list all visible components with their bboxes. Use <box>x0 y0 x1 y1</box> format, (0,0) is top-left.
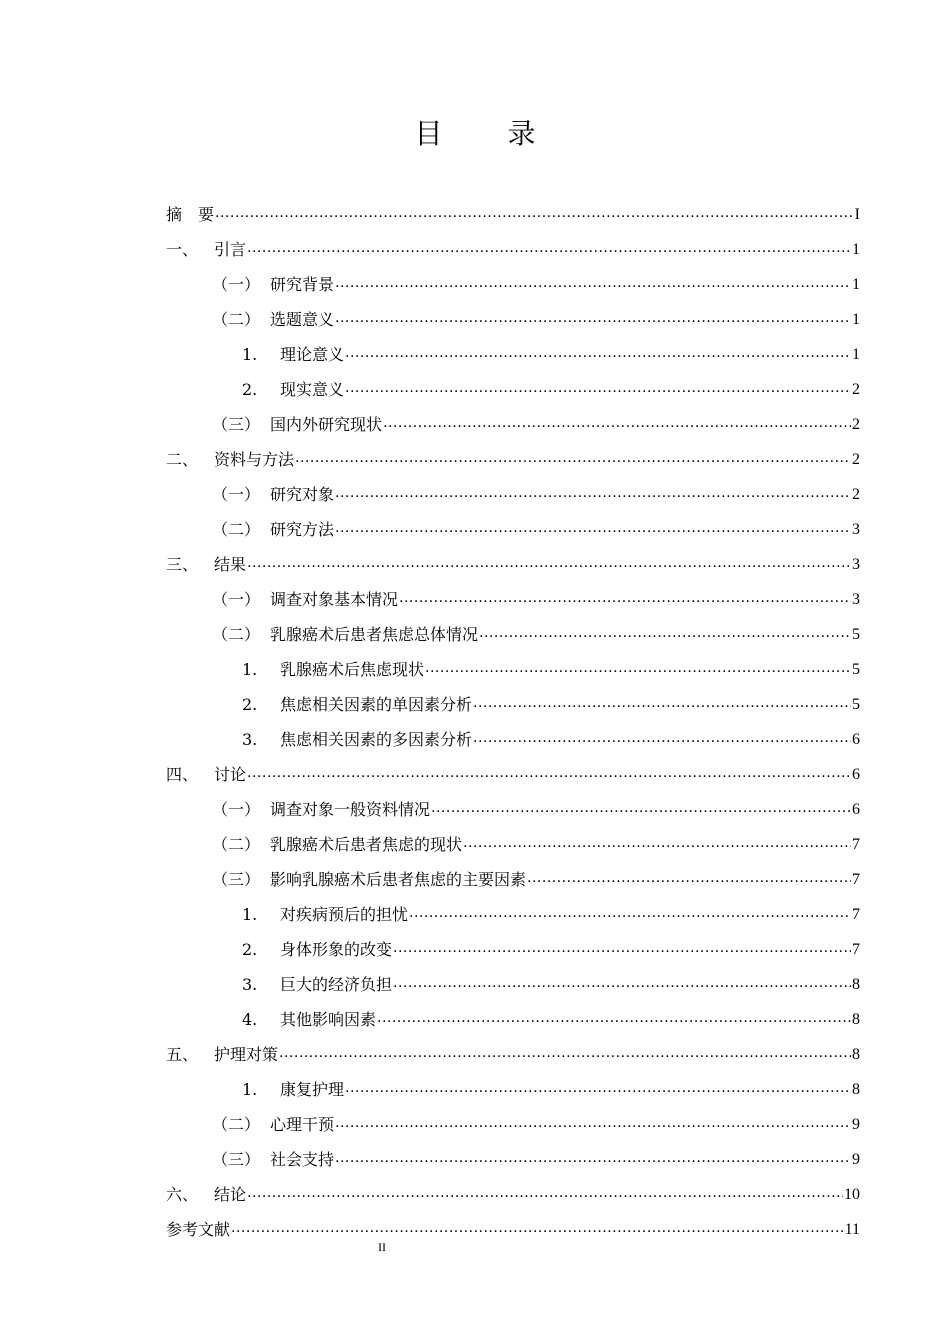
toc-entry[interactable] <box>166 1100 860 1135</box>
toc-entry-title: 结论 <box>214 1185 247 1204</box>
toc-entry-title: 调查对象一般资料情况 <box>270 800 431 819</box>
toc-entry-page: 1 <box>852 241 860 258</box>
toc-entry-page: 1 <box>852 311 860 328</box>
toc-leader-dots <box>383 413 851 433</box>
toc-entry-number: （二） <box>212 520 261 539</box>
toc-entry[interactable] <box>166 995 860 1030</box>
toc-leader-dots <box>335 308 851 328</box>
toc-leader-dots <box>345 343 851 363</box>
toc-entry[interactable] <box>166 400 860 435</box>
toc-entry-title: 影响乳腺癌术后患者焦虑的主要因素 <box>270 870 527 889</box>
toc-entry[interactable] <box>166 645 860 680</box>
toc-entry-title: 调查对象基本情况 <box>270 590 399 609</box>
toc-entry[interactable] <box>166 890 860 925</box>
toc-entry-title: 护理对策 <box>214 1045 279 1064</box>
toc-entry-title: 巨大的经济负担 <box>280 975 393 994</box>
toc-leader-dots <box>393 938 851 958</box>
toc-entry-page: 5 <box>852 696 860 713</box>
toc-entry-number: 2. <box>242 695 258 714</box>
footer-page-number: II <box>378 1240 386 1254</box>
toc-leader-dots <box>393 973 851 993</box>
toc-entry-page: 7 <box>852 906 860 923</box>
title-char-2: 录 <box>507 117 536 150</box>
toc-leader-dots <box>463 833 851 853</box>
toc-entry-page: 8 <box>852 1011 860 1028</box>
toc-entry[interactable] <box>166 925 860 960</box>
toc-entry[interactable] <box>166 715 860 750</box>
toc-entry-page: 5 <box>852 661 860 678</box>
toc-leader-dots <box>279 1043 851 1063</box>
toc-entry-page: 3 <box>852 591 860 608</box>
toc-leader-dots <box>247 763 851 783</box>
toc-entry-number: （三） <box>212 870 261 889</box>
toc-entry-title: 心理干预 <box>270 1115 335 1134</box>
toc-entry-number: 三、 <box>166 555 199 574</box>
toc-entry[interactable] <box>166 505 860 540</box>
toc-leader-dots <box>247 553 851 573</box>
toc-entry-title: 资料与方法 <box>214 450 295 469</box>
toc-entry-page: 8 <box>852 1046 860 1063</box>
toc-entry[interactable] <box>166 610 860 645</box>
toc-entry[interactable] <box>166 1170 860 1205</box>
toc-leader-dots <box>473 693 851 713</box>
title-char-1: 目 <box>414 117 443 150</box>
toc-entry-number: 五、 <box>166 1045 199 1064</box>
toc-entry-number: 一、 <box>166 240 199 259</box>
table-of-contents <box>166 190 860 1240</box>
toc-entry[interactable] <box>166 365 860 400</box>
toc-entry[interactable] <box>166 225 860 260</box>
toc-entry-page: 1 <box>852 346 860 363</box>
toc-entry-number: 六、 <box>166 1185 199 1204</box>
toc-leader-dots <box>247 1183 843 1203</box>
toc-entry-number: 1. <box>242 345 258 364</box>
toc-entry-title: 引言 <box>214 240 247 259</box>
toc-entry-number: 2. <box>242 940 258 959</box>
toc-leader-dots <box>431 798 851 818</box>
toc-leader-dots <box>473 728 851 748</box>
toc-entry-page: 10 <box>844 1186 860 1203</box>
toc-entry-number: （一） <box>212 485 261 504</box>
toc-entry-number: 2. <box>242 380 258 399</box>
toc-entry-number: （一） <box>212 590 261 609</box>
toc-leader-dots <box>409 903 851 923</box>
toc-entry-title: 理论意义 <box>280 345 345 364</box>
toc-entry-title: 结果 <box>214 555 247 574</box>
toc-leader-dots <box>247 238 851 258</box>
toc-entry-title: 其他影响因素 <box>280 1010 377 1029</box>
toc-entry-number: 4. <box>242 1010 258 1029</box>
toc-leader-dots <box>345 378 851 398</box>
toc-entry[interactable] <box>166 540 860 575</box>
toc-entry-page: 8 <box>852 976 860 993</box>
toc-entry[interactable] <box>166 960 860 995</box>
toc-entry[interactable] <box>166 470 860 505</box>
toc-leader-dots <box>295 448 851 468</box>
toc-entry[interactable] <box>166 785 860 820</box>
toc-leader-dots <box>425 658 851 678</box>
toc-entry-page: 6 <box>852 766 860 783</box>
toc-entry-number: （三） <box>212 415 261 434</box>
toc-entry-page: 9 <box>852 1116 860 1133</box>
toc-entry-number: （一） <box>212 275 261 294</box>
toc-leader-dots <box>399 588 851 608</box>
toc-entry-page: 2 <box>852 416 860 433</box>
toc-entry[interactable] <box>166 1205 860 1240</box>
toc-entry-page: 11 <box>844 1221 860 1238</box>
toc-entry[interactable] <box>166 190 860 225</box>
toc-entry-page: 8 <box>852 1081 860 1098</box>
toc-leader-dots <box>335 273 851 293</box>
toc-entry[interactable] <box>166 330 860 365</box>
toc-entry-title: 对疾病预后的担忧 <box>280 905 409 924</box>
toc-entry-title: 乳腺癌术后焦虑现状 <box>280 660 425 679</box>
toc-entry-title: 讨论 <box>214 765 247 784</box>
toc-entry[interactable] <box>166 1135 860 1170</box>
toc-entry-page: I <box>854 206 860 223</box>
toc-entry-page: 2 <box>852 486 860 503</box>
toc-entry-title: 乳腺癌术后患者焦虑总体情况 <box>270 625 479 644</box>
toc-leader-dots <box>479 623 851 643</box>
toc-entry[interactable] <box>166 680 860 715</box>
toc-entry-page: 1 <box>852 276 860 293</box>
toc-entry-page: 7 <box>852 941 860 958</box>
toc-entry-title: 焦虑相关因素的单因素分析 <box>280 695 473 714</box>
toc-entry-number: 3. <box>242 730 258 749</box>
toc-entry-number: （二） <box>212 1115 261 1134</box>
toc-entry-title: 社会支持 <box>270 1150 335 1169</box>
toc-entry-page: 7 <box>852 871 860 888</box>
toc-entry-title: 参考文献 <box>166 1220 231 1239</box>
toc-leader-dots <box>335 483 851 503</box>
toc-entry-title: 康复护理 <box>280 1080 345 1099</box>
toc-entry[interactable] <box>166 1065 860 1100</box>
toc-entry-page: 5 <box>852 626 860 643</box>
toc-entry-title: 研究背景 <box>270 275 335 294</box>
toc-entry-number: （二） <box>212 625 261 644</box>
toc-entry-page: 7 <box>852 836 860 853</box>
toc-leader-dots <box>215 203 854 223</box>
toc-leader-dots <box>335 518 851 538</box>
toc-leader-dots <box>527 868 851 888</box>
toc-entry-title: 身体形象的改变 <box>280 940 393 959</box>
toc-entry-number: 二、 <box>166 450 199 469</box>
toc-entry-number: （三） <box>212 1150 261 1169</box>
toc-leader-dots <box>377 1008 851 1028</box>
toc-entry-number: （二） <box>212 310 261 329</box>
toc-entry-number: （一） <box>212 800 261 819</box>
toc-entry-number: 1. <box>242 905 258 924</box>
toc-entry-title: 国内外研究现状 <box>270 415 383 434</box>
toc-entry-number: （二） <box>212 835 261 854</box>
toc-entry-title: 摘 要 <box>166 205 215 224</box>
toc-leader-dots <box>335 1113 851 1133</box>
toc-entry-number: 1. <box>242 660 258 679</box>
toc-entry[interactable] <box>166 435 860 470</box>
toc-leader-dots <box>231 1218 844 1238</box>
toc-entry[interactable] <box>166 575 860 610</box>
toc-entry-title: 乳腺癌术后患者焦虑的现状 <box>270 835 463 854</box>
toc-entry-page: 9 <box>852 1151 860 1168</box>
toc-entry-page: 3 <box>852 556 860 573</box>
toc-entry[interactable] <box>166 260 860 295</box>
toc-entry[interactable] <box>166 750 860 785</box>
toc-entry-page: 3 <box>852 521 860 538</box>
toc-leader-dots <box>345 1078 851 1098</box>
toc-entry-title: 现实意义 <box>280 380 345 399</box>
toc-entry-title: 焦虑相关因素的多因素分析 <box>280 730 473 749</box>
toc-entry-title: 选题意义 <box>270 310 335 329</box>
toc-leader-dots <box>335 1148 851 1168</box>
toc-entry-number: 3. <box>242 975 258 994</box>
toc-entry-number: 四、 <box>166 765 199 784</box>
toc-entry[interactable] <box>166 820 860 855</box>
toc-entry-page: 6 <box>852 801 860 818</box>
toc-entry[interactable] <box>166 855 860 890</box>
page-title <box>0 112 950 152</box>
toc-entry-number: 1. <box>242 1080 258 1099</box>
toc-entry-page: 2 <box>852 451 860 468</box>
toc-entry-page: 6 <box>852 731 860 748</box>
toc-entry[interactable] <box>166 1030 860 1065</box>
toc-entry-title: 研究方法 <box>270 520 335 539</box>
toc-entry-title: 研究对象 <box>270 485 335 504</box>
toc-entry[interactable] <box>166 295 860 330</box>
toc-entry-page: 2 <box>852 381 860 398</box>
